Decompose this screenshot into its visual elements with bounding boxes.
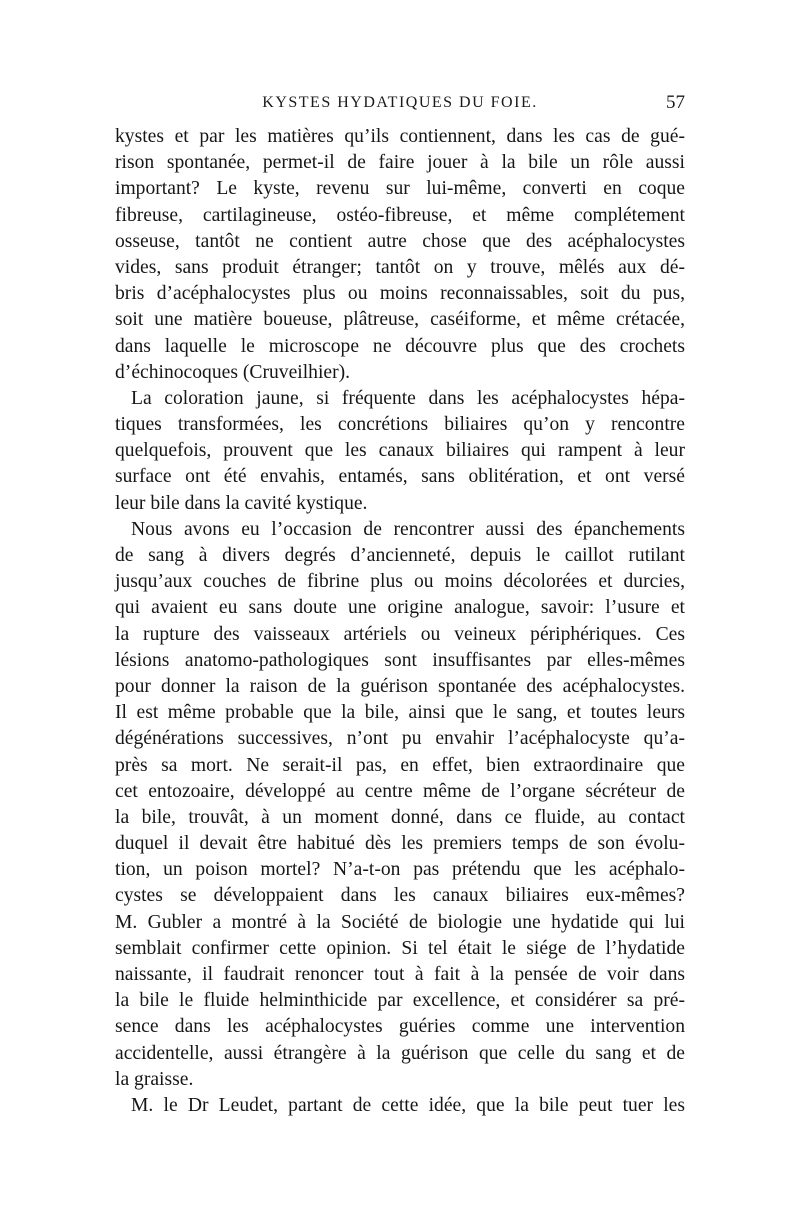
text-line: qui avaient eu sans doute une origine analogue, savoir: l’usure et — [115, 597, 685, 619]
text-line: accidentelle, aussi étrangère à la guérison que celle du sang et de — [115, 1042, 685, 1064]
text-line: osseuse, tantôt ne contient autre chose que des acéphalocystes — [115, 230, 685, 252]
text-line: d’échinocoques (Cruveilhier). — [115, 361, 351, 383]
text-line: Nous avons eu l’occasion de rencontrer aussi des épanchements — [131, 518, 685, 540]
page-number: 57 — [666, 92, 685, 113]
body-text — [115, 124, 685, 1119]
text-line: important? Le kyste, revenu sur lui-même, converti en coque — [115, 178, 685, 200]
text-line: la bile le fluide helminthicide par excellence, et considérer sa pré- — [115, 990, 685, 1012]
text-line: de sang à divers degrés d’ancienneté, depuis le caillot rutilant — [115, 545, 685, 566]
text-line: soit une matière boueuse, plâtreuse, caséiforme, et même crétacée, — [115, 309, 685, 331]
text-line: pour donner la raison de la guérison spontanée des acéphalocystes. — [115, 675, 685, 697]
text-line: tion, un poison mortel? N’a-t-on pas prétendu que les acéphalo- — [115, 859, 685, 881]
text-line: lésions anatomo-pathologiques sont insuffisantes par elles-mêmes — [115, 649, 685, 671]
text-line: cet entozoaire, développé au centre même de l’organe sécréteur de — [115, 780, 685, 802]
text-line: dans laquelle le microscope ne découvre plus que des crochets — [115, 335, 685, 357]
text-line: vides, sans produit étranger; tantôt on y trouve, mêlés aux dé- — [115, 256, 685, 278]
running-header — [115, 94, 685, 118]
text-line: cystes se développaient dans les canaux biliaires eux-mêmes? — [115, 885, 685, 907]
text-line: la rupture des vaisseaux artériels ou veineux périphériques. Ces — [115, 623, 685, 645]
text-line: fibreuse, cartilagineuse, ostéo-fibreuse, et même complétement — [115, 204, 685, 226]
text-line: M. le Dr Leudet, partant de cette idée, que la bile peut tuer les — [131, 1094, 685, 1116]
text-line: la graisse. — [115, 1068, 194, 1090]
text-line: semblait confirmer cette opinion. Si tel était le siége de l’hydatide — [115, 937, 685, 959]
text-line: sence dans les acéphalocystes guéries comme une intervention — [115, 1016, 685, 1038]
text-line: quelquefois, prouvent que les canaux biliaires qui rampent à leur — [115, 440, 685, 462]
text-line: naissante, il faudrait renoncer tout à fait à la pensée de voir dans — [115, 964, 685, 985]
text-line: dégénérations successives, n’ont pu envahir l’acéphalocyste qu’a- — [115, 728, 685, 750]
text-line: la bile, trouvât, à un moment donné, dans ce fluide, au contact — [115, 806, 685, 828]
text-line: jusqu’aux couches de fibrine plus ou moins décolorées et durcies, — [115, 571, 685, 593]
text-line: duquel il devait être habitué dès les premiers temps de son évolu- — [115, 833, 685, 855]
text-line: rison spontanée, permet-il de faire jouer à la bile un rôle aussi — [115, 152, 685, 174]
text-line: tiques transformées, les concrétions biliaires qu’on y rencontre — [115, 414, 685, 436]
text-line: kystes et par les matières qu’ils contiennent, dans les cas de gué- — [115, 126, 685, 147]
text-line: Il est même probable que la bile, ainsi que le sang, et toutes leurs — [115, 702, 685, 724]
text-line: leur bile dans la cavité kystique. — [115, 492, 368, 514]
text-line: surface ont été envahis, entamés, sans oblitération, et ont versé — [115, 466, 685, 488]
running-title: KYSTES HYDATIQUES DU FOIE. — [262, 94, 538, 111]
text-line: bris d’acéphalocystes plus ou moins reconnaissables, soit du pus, — [115, 283, 685, 305]
text-line: M. Gubler a montré à la Société de biologie une hydatide qui lui — [115, 911, 685, 933]
text-line: près sa mort. Ne serait-il pas, en effet, bien extraordinaire que — [115, 754, 685, 776]
text-line: La coloration jaune, si fréquente dans les acéphalocystes hépa- — [131, 387, 685, 409]
